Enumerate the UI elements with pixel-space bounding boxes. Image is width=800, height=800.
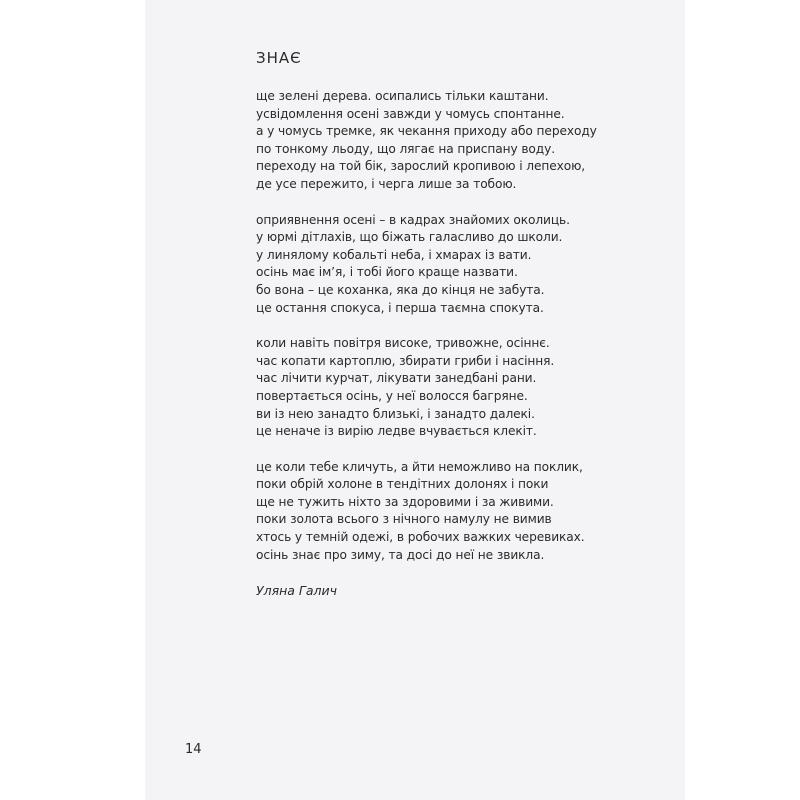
poem-line: у юрмі дітлахів, що біжать галасливо до школи.: [256, 230, 563, 245]
stanza-1: [256, 88, 656, 194]
poem-line: осінь знає про зиму, та досі до неї не звикла.: [256, 547, 545, 562]
poem-line: ще не тужить ніхто за здоровими і за живими.: [256, 494, 554, 509]
poem-title: ЗНАЄ: [256, 49, 302, 67]
poem-line: повертається осінь, у неї волосся багряне.: [256, 388, 528, 403]
poem-line: час лічити курчат, лікувати занедбані рани.: [256, 371, 537, 386]
poem-line: ще зелені дерева. осипались тільки каштани.: [256, 89, 549, 103]
poem-line: хтось у темній одежі, в робочих важких черевиках.: [256, 530, 585, 545]
poem-line: оприявнення осені – в кадрах знайомих околиць.: [256, 212, 570, 227]
poem-line: бо вона – це коханка, яка до кінця не забута.: [256, 282, 545, 297]
poem-author: Уляна Галич: [256, 583, 338, 599]
poem-line: ви із нею занадто близькі, і занадто далекі.: [256, 406, 535, 421]
poem: [256, 48, 656, 600]
stanza-2: [256, 212, 656, 318]
poem-line: коли навіть повітря високе, тривожне, осіннє.: [256, 336, 550, 351]
poem-line: а у чомусь тремке, як чекання приходу або переходу: [256, 124, 597, 139]
poem-line: усвідомлення осені завжди у чомусь спонтанне.: [256, 106, 565, 121]
poem-line: це остання спокуса, і перша таємна спокута.: [256, 300, 544, 315]
poem-line: осінь має ім’я, і тобі його краще назвати.: [256, 265, 518, 280]
poem-line: поки обрій холоне в тендітних долонях і поки: [256, 477, 549, 492]
poem-line: по тонкому льоду, що лягає на приспану воду.: [256, 141, 555, 156]
stanza-3: [256, 335, 656, 441]
poem-line: переходу на той бік, зарослий кропивою і лепехою,: [256, 159, 586, 174]
poem-line: де усе пережито, і черга лише за тобою.: [256, 176, 517, 191]
stanza-4: [256, 459, 656, 565]
poem-line: це неначе із вирію ледве вчувається клекіт.: [256, 424, 537, 439]
poem-line: у линялому кобальті неба, і хмарах із вати.: [256, 247, 532, 262]
poem-line: поки золота всього з нічного намулу не вимив: [256, 512, 552, 527]
page-number: 14: [185, 742, 202, 757]
poem-line: час копати картоплю, збирати гриби і насіння.: [256, 353, 555, 368]
poem-line: це коли тебе кличуть, а йти неможливо на поклик,: [256, 459, 583, 474]
